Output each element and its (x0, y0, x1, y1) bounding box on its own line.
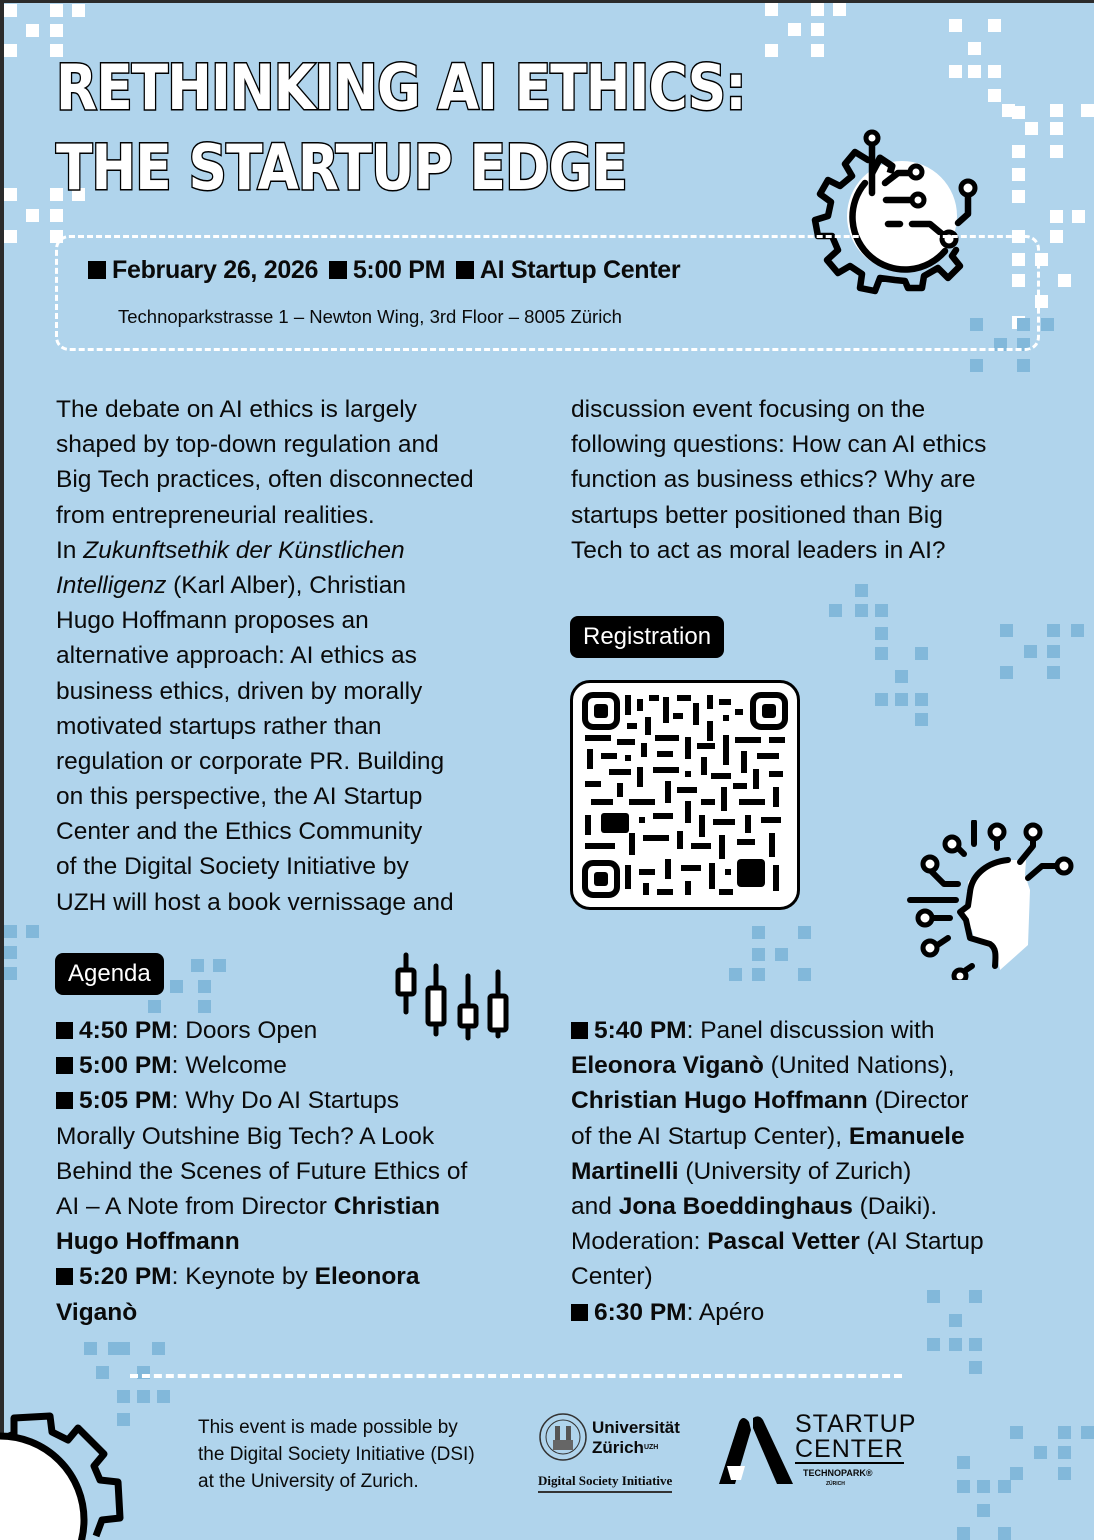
speaker-name: Viganò (56, 1298, 138, 1326)
event-info-box (55, 235, 1040, 351)
agenda-text: Panel discussion with (700, 1017, 935, 1044)
speaker-name: Eleonora Viganò (571, 1052, 764, 1080)
square-bullet-icon (456, 261, 474, 279)
square-bullet-icon (56, 1268, 73, 1285)
agenda-item: 5:00 PM: Welcome (56, 1048, 467, 1083)
speaker-org: (Daiki). (852, 1192, 938, 1220)
square-bullet-icon (329, 261, 347, 279)
registration-qr-code[interactable] (570, 680, 800, 910)
description-line: of the Digital Society Initiative by (56, 853, 409, 881)
description-line: Center and the Ethics Community (56, 818, 423, 846)
technopark-logo-text: TECHNOPARK® (803, 1468, 873, 1478)
dsi-logo-text: Digital Society Initiative (538, 1473, 672, 1493)
description-line: regulation or corporate PR. Building (56, 747, 445, 775)
panelist (571, 1154, 984, 1189)
footer-line: the Digital Society Initiative (DSI) (198, 1444, 475, 1465)
ai-startup-center-logo-icon (715, 1414, 795, 1488)
asc-line: STARTUP (795, 1410, 917, 1438)
description-line: following questions: How can AI ethics (571, 431, 987, 459)
speaker-name: Emanuele (848, 1122, 965, 1150)
page-title (56, 48, 746, 208)
text: Moderation: (571, 1228, 708, 1256)
asc-line: CENTER (795, 1435, 904, 1463)
speaker-name: Pascal Vetter (707, 1228, 860, 1256)
description-line: shaped by top-down regulation and (56, 431, 439, 459)
qr-code-icon (573, 683, 797, 907)
speaker-name: Christian Hugo Hoffmann (571, 1087, 868, 1115)
agenda-time: 5:00 PM (79, 1052, 172, 1080)
description-line (56, 533, 474, 568)
speaker-org: (University of Zurich) (678, 1157, 912, 1185)
speaker-org: (United Nations), (763, 1052, 955, 1080)
description-right (571, 392, 986, 568)
description-line: UZH will host a book vernissage and (56, 888, 454, 916)
moderator (571, 1224, 984, 1259)
title-line-2: THE STARTUP EDGE (56, 131, 627, 204)
agenda-time: 5:40 PM (594, 1017, 687, 1044)
agenda-text-cont: Morally Outshine Big Tech? A Look (56, 1122, 435, 1150)
speaker-name: Christian (333, 1192, 440, 1220)
agenda-text: Keynote by (185, 1263, 315, 1291)
agenda-item: 6:30 PM: Apéro (571, 1295, 984, 1330)
description-line: startups better positioned than Big (571, 501, 943, 529)
panelist (571, 1083, 984, 1118)
agenda-text: Apéro (698, 1298, 765, 1326)
speaker-name: Jona Boeddinghaus (618, 1192, 853, 1220)
panelist (571, 1189, 984, 1224)
description-line (56, 568, 474, 603)
description-left (56, 392, 474, 920)
agenda-time: 5:05 PM (79, 1087, 172, 1115)
technopark-sub-text: ZÜRICH (826, 1481, 845, 1487)
title-line-1: RETHINKING AI ETHICS: (56, 51, 746, 124)
speaker-name: Hugo Hoffmann (56, 1228, 240, 1256)
uzh-seal-icon (538, 1412, 588, 1462)
description-line: Big Tech practices, often disconnected (56, 466, 474, 494)
description-line: function as business ethics? Why are (571, 466, 976, 494)
event-info-line (88, 256, 680, 285)
description-line: discussion event focusing on the (571, 396, 926, 423)
agenda-item: 5:40 PM: Panel discussion with (571, 1013, 984, 1048)
description-line: Hugo Hoffmann proposes an (56, 607, 369, 635)
description-line: alternative approach: AI ethics as (56, 642, 417, 670)
agenda-text: Doors Open (185, 1017, 318, 1044)
description-line: business ethics, driven by morally (56, 677, 423, 705)
uzh-line (592, 1438, 680, 1458)
text: In (56, 536, 84, 564)
agenda-left-column (56, 1013, 467, 1330)
agenda-right-column (571, 1013, 984, 1330)
text: Zürich (592, 1438, 644, 1457)
footer-line: This event is made possible by (198, 1417, 458, 1438)
event-time: 5:00 PM (352, 256, 446, 284)
panelist (571, 1048, 984, 1083)
description-line: motivated startups rather than (56, 712, 382, 740)
square-bullet-icon (571, 1022, 588, 1039)
agenda-label: Agenda (55, 953, 164, 995)
agenda-time: 6:30 PM (594, 1298, 687, 1326)
speaker-org: Center) (571, 1263, 653, 1291)
uzh-logo-text (592, 1418, 680, 1458)
agenda-item: 4:50 PM: Doors Open (56, 1013, 467, 1048)
event-address: Technoparkstrasse 1 – Newton Wing, 3rd Floor – 8005 Zürich (118, 306, 622, 327)
description-line: from entrepreneurial realities. (56, 501, 375, 529)
panelist (571, 1119, 984, 1154)
asc-logo-text (795, 1412, 916, 1464)
uzh-line: Universität (592, 1418, 680, 1437)
registration-label: Registration (570, 616, 724, 658)
event-venue: AI Startup Center (479, 256, 681, 284)
speaker-name: Eleonora (314, 1263, 420, 1291)
description-line: on this perspective, the AI Startup (56, 783, 423, 811)
text: UZH (643, 1444, 659, 1451)
square-bullet-icon (56, 1057, 73, 1074)
gear-icon (0, 1412, 125, 1540)
square-bullet-icon (88, 261, 106, 279)
event-date: February 26, 2026 (112, 256, 319, 284)
book-title: Intelligenz (56, 571, 167, 599)
square-bullet-icon (56, 1022, 73, 1039)
window-top-edge (0, 0, 1094, 3)
text: and (571, 1192, 619, 1220)
agenda-text-cont: Behind the Scenes of Future Ethics of (56, 1157, 468, 1185)
footer-line: at the University of Zurich. (198, 1471, 419, 1492)
agenda-time: 4:50 PM (79, 1017, 172, 1044)
book-title: Zukunftsethik der Künstlichen (83, 536, 405, 564)
speaker-name: Martinelli (571, 1157, 679, 1185)
text: (Karl Alber), Christian (166, 571, 406, 599)
text: AI – A Note from Director (56, 1192, 334, 1220)
agenda-text: Welcome (185, 1052, 287, 1080)
footer-divider (130, 1374, 902, 1378)
ai-head-icon (900, 820, 1080, 980)
description-line: The debate on AI ethics is largely (56, 396, 417, 423)
agenda-item: 5:05 PM: Why Do AI Startups (56, 1083, 467, 1118)
speaker-org: (AI Startup (859, 1228, 984, 1256)
speaker-org: of the AI Startup Center), (571, 1122, 849, 1150)
square-bullet-icon (571, 1304, 588, 1321)
agenda-text-cont (56, 1189, 467, 1224)
speaker-org: (Director (867, 1087, 969, 1115)
agenda-item: 5:20 PM: Keynote by Eleonora (56, 1259, 467, 1294)
square-bullet-icon (56, 1092, 73, 1109)
agenda-text: Why Do AI Startups (185, 1087, 399, 1115)
footer-note (198, 1414, 475, 1495)
description-line: Tech to act as moral leaders in AI? (571, 536, 946, 564)
agenda-time: 5:20 PM (79, 1263, 172, 1291)
